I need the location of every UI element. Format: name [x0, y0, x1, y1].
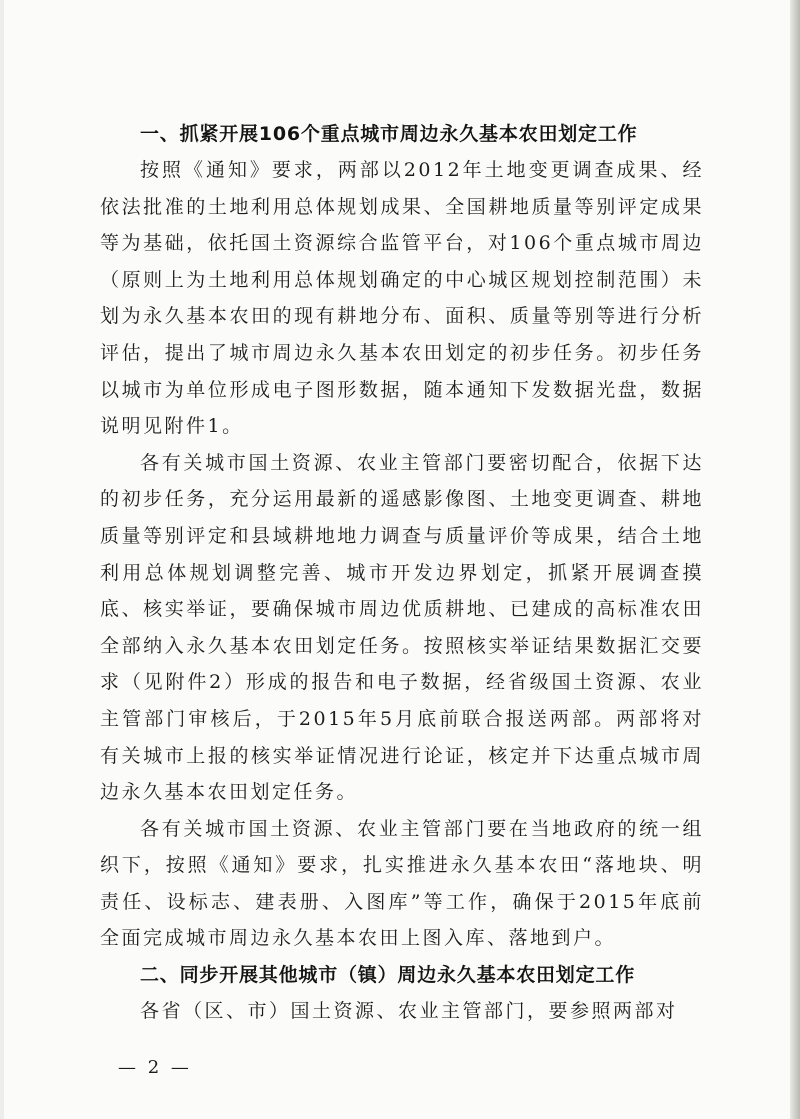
section-1-heading: 一、抓紧开展106个重点城市周边永久基本农田划定工作	[140, 123, 638, 145]
section-2-paragraph-1: 各省（区、市）国土资源、农业主管部门，要参照两部对	[140, 1000, 678, 1023]
document-body	[100, 116, 704, 1030]
page-number: — 2 —	[118, 1057, 192, 1078]
section-1-paragraph-2: 各有关城市国土资源、农业主管部门要密切配合，依据下达的初步任务，充分运用最新的遥感影像图、土地变更调查、耕地质量等别评定和县域耕地地力调查与质量评价等成果，结合土地利用总体规划调整完善、城市开发边界划定，抓紧开展调查摸底、核实举证，要确保城市周边优质耕地、已建成的高标准农田全部纳入永久基本农田划定任务。按照核实举证结果数据汇交要求（见附件2）形成的报告和电子数据，经省级国土资源、农业主管部门审核后，于2015年5月底前联合报送两部。两部将对有关城市上报的核实举证情况进行论证，核定并下达重点城市周边永久基本农田划定任务。	[100, 451, 704, 804]
scan-edge-right	[790, 0, 800, 1119]
section-1-paragraph-1: 按照《通知》要求，两部以2012年土地变更调查成果、经依法批准的土地利用总体规划成果、全国耕地质量等别评定成果等为基础，依托国土资源综合监管平台，对106个重点城市周边（原则上为土地利用总体规划确定的中心城区规划控制范围）未划为永久基本农田的现有耕地分布、面积、质量等别等进行分析评估，提出了城市周边永久基本农田划定的初步任务。初步任务以城市为单位形成电子图形数据，随本通知下发数据光盘，数据说明见附件1。	[100, 159, 704, 438]
section-2-heading: 二、同步开展其他城市（镇）周边永久基本农田划定工作	[140, 964, 636, 987]
scan-edge-left	[0, 0, 4, 1119]
section-1-paragraph-3: 各有关城市国土资源、农业主管部门要在当地政府的统一组织下，按照《通知》要求，扎实推进永久基本农田“落地块、明责任、设标志、建表册、入图库”等工作，确保于2015年底前全面完成城市周边永久基本农田上图入库、落地到户。	[100, 817, 704, 950]
